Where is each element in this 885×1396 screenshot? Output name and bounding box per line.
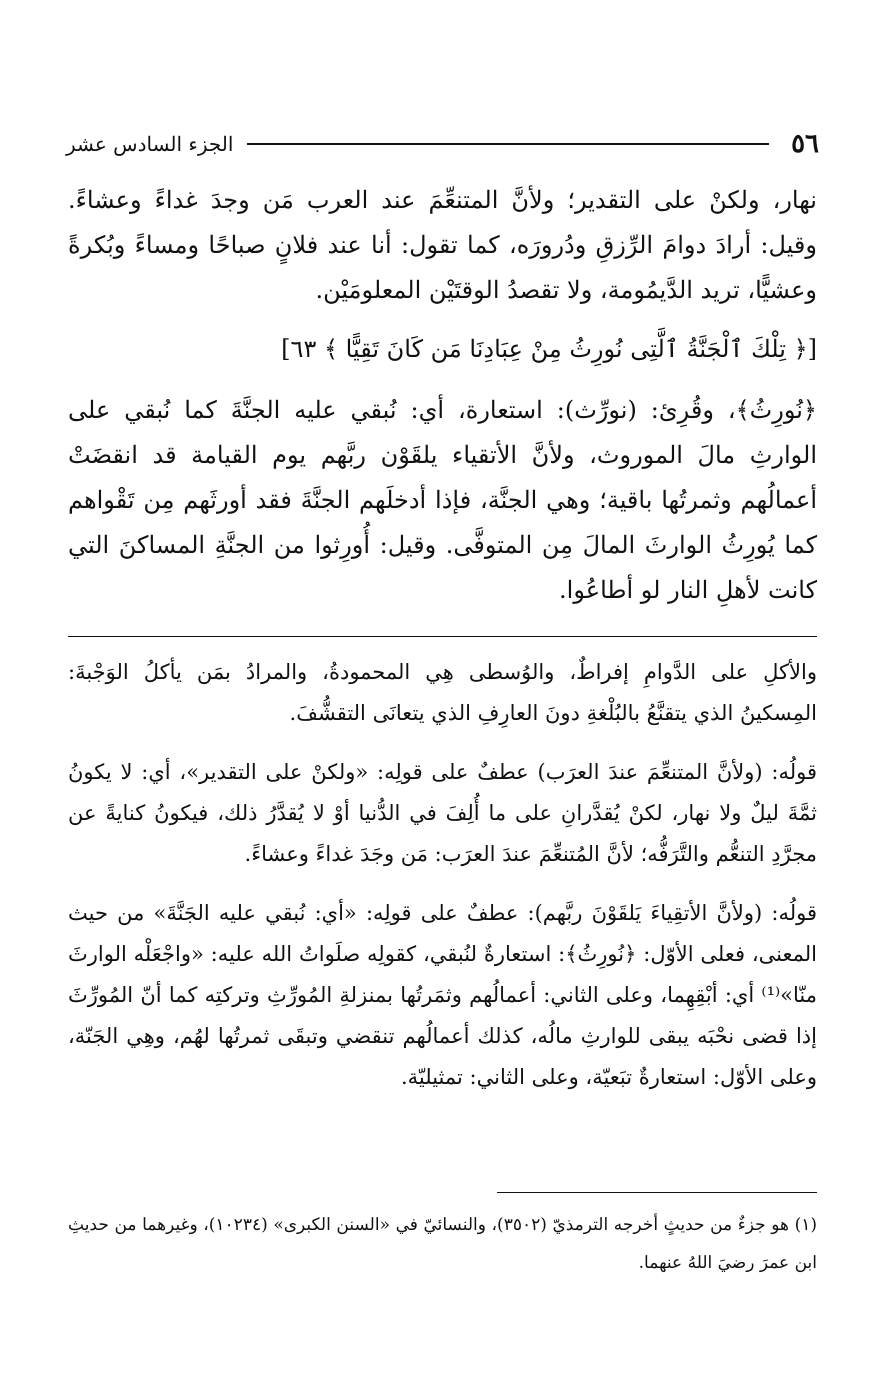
commentary-section — [68, 652, 817, 1116]
main-paragraph: ﴿نُورِثُ﴾، وقُرِئ: (نورِّث): استعارة، أي: نُبقي عليه الجنَّةَ كما نُبقي على الوارثِ مالَ الموروث، ولأنَّ الأتقياء يلقَوْن ربَّهم يوم القيامة قد انقضَتْ أعمالُهم وثمرتُها باقية؛ وهي الجنَّة، فإذا أدخلَهم الجنَّةَ فقد أورثَهم مِن تَقْواهم كما يُورِثُ الوارثَ المالَ مِن المتوفَّى. وقيل: أُورِثوا من الجنَّةِ المساكنَ التي كانت لأهلِ النار لو أطاعُوا. — [68, 396, 817, 604]
main-text — [68, 178, 817, 613]
text-separator-rule — [68, 636, 817, 637]
main-paragraph: نهار، ولكنْ على التقدير؛ ولأنَّ المتنعِّمَ عند العرب مَن وجدَ غداءً وعشاءً. وقيل: أرادَ دوامَ الرِّزقِ ودُرورَه، كما تقول: أنا عند فلانٍ صباحًا ومساءً وبُكرةً وعشيًّا، تريد الدَّيمُومة، ولا تقصدُ الوقتَيْن المعلومَيْن. — [68, 186, 817, 304]
page-number: ٥٦ — [791, 129, 819, 159]
commentary-paragraph: والأكلِ على الدَّوامِ إفراطٌ، والوُسطى هِي المحمودةُ، والمرادُ بمَن يأكلُ الوَجْبةَ: المِسكينُ الذي يتقنَّعُ بالبُلْغةِ دونَ العارِفِ الذي يتعانَى التقشُّفَ. — [68, 660, 817, 725]
footnote: (١) هو جزءٌ من حديثٍ أخرجه الترمذيّ (٣٥٠٢)، والنسائيّ في «السنن الكبرى» (١٠٢٣٤)، وغيرهما من حديثِ ابن عمرَ رضيَ اللهُ عنهما. — [68, 1215, 817, 1273]
running-title: الجزء السادس عشر — [66, 132, 234, 156]
commentary-paragraph: قولُه: (ولأنَّ الأتقِياءَ يَلقَوْنَ ربَّهم): عطفٌ على قولِه: «أي: نُبقي عليه الجَنَّةَ» من حيث المعنى، فعلى الأوّل: ﴿نُورِثُ﴾: استعارةٌ لنُبقي، كقولِه صلَواتُ الله عليه: «واجْعَلْه الوارثَ منّا»⁽¹⁾ أي: أبْقِهِما، وعلى الثاني: أعمالُهم وثمَرتُها بمنزلةِ المُورِّثِ وتركتِه كما أنّ المُورِّثَ إذا قضى نحْبَه يبقى للوارثِ مالُه، كذلك أعمالُهم تنقضي وتبقَى ثمرتُها لهُم، وهِي الجَنّة، وعلى الأوّل: استعارةٌ تبَعيّة، وعلى الثاني: تمثيليّة. — [68, 901, 817, 1089]
header-rule — [247, 143, 769, 145]
footnotes-section — [68, 1206, 817, 1282]
footnote-rule — [497, 1192, 817, 1193]
quran-verse: [﴿ تِلْكَ ٱلْجَنَّةُ ٱلَّتِى نُورِثُ مِنْ عِبَادِنَا مَن كَانَ تَقِيًّا ﴾ ٦٣] — [281, 335, 817, 363]
commentary-paragraph: قولُه: (ولأنَّ المتنعِّمَ عندَ العرَب) عطفٌ على قولِه: «ولكنْ على التقدير»، أي: لا يكونُ ثمَّةَ ليلٌ ولا نهار، لكنْ يُقدَّرانِ على ما أُلِفَ في الدُّنيا أوْ لا يُقدَّرُ ذلك، فيكونُ كنايةً عن مجرَّدِ التنعُّم والتَّرَفُّه؛ لأنَّ المُتنعِّمَ عندَ العرَب: مَن وجَدَ غداءً وعشاءً. — [68, 760, 817, 866]
page-header — [66, 124, 819, 164]
